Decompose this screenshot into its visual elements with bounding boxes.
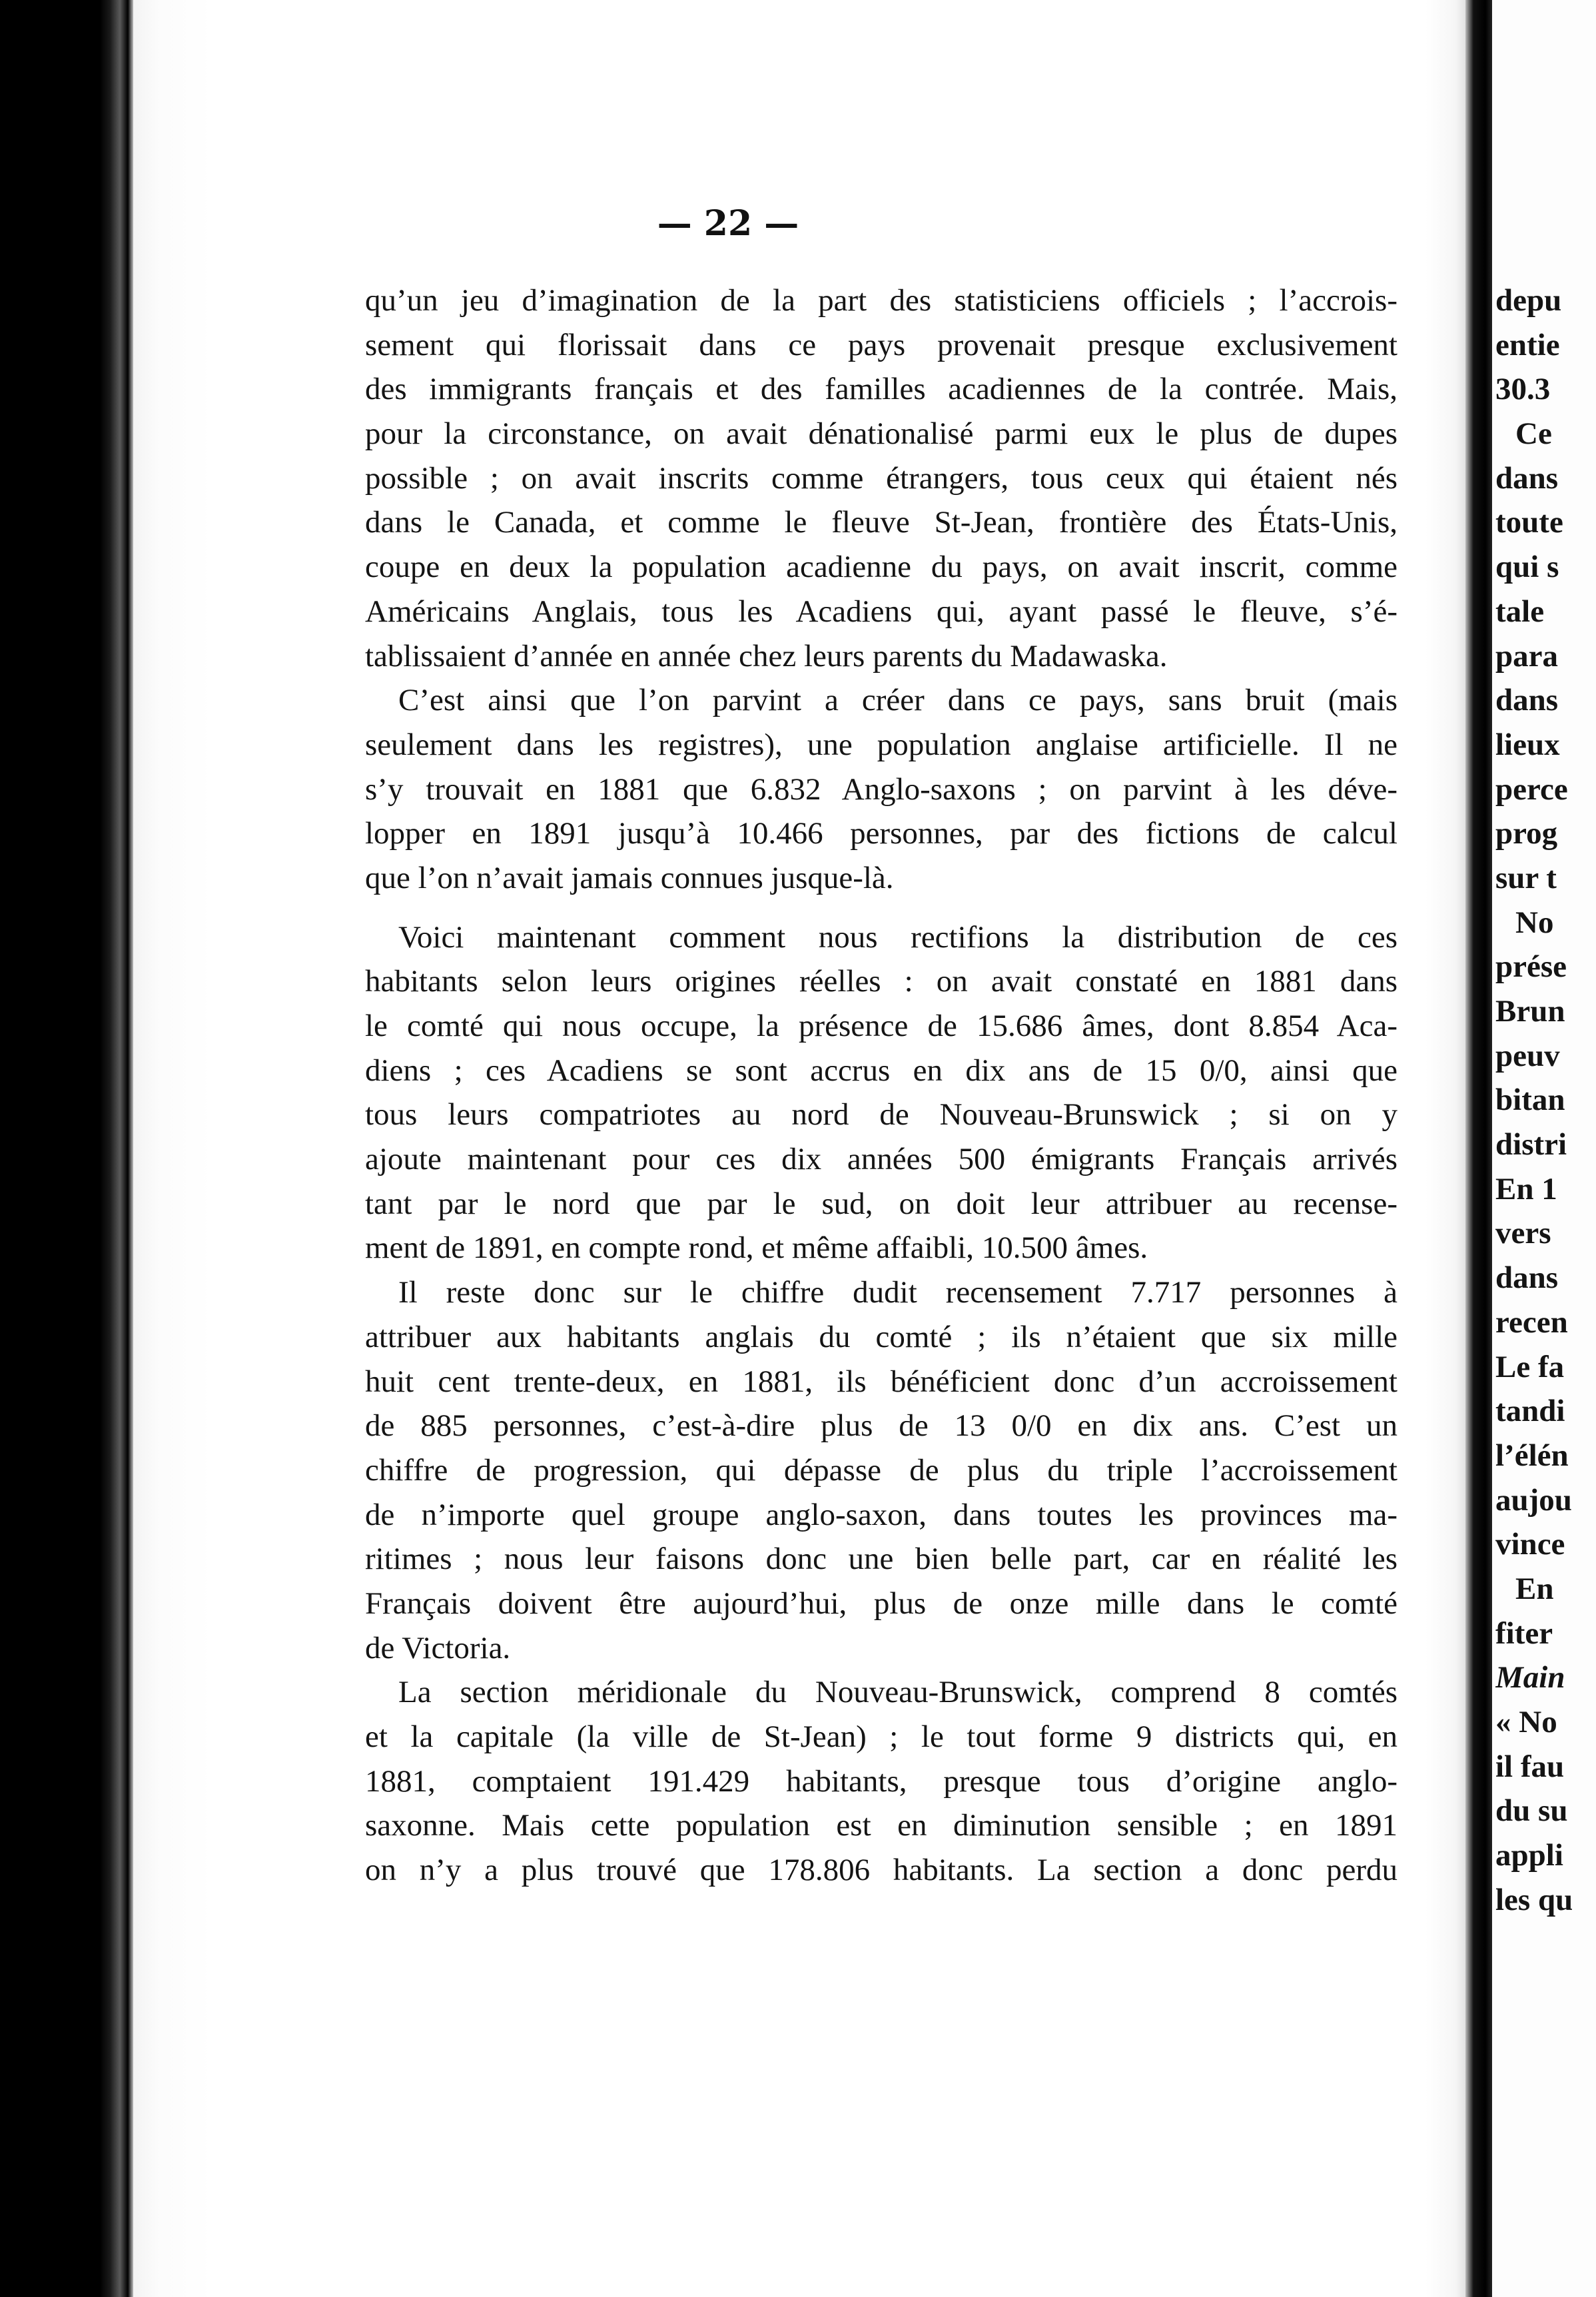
text-fragment: depu: [1495, 283, 1562, 318]
text-line: de n’importe quel groupe anglo-saxon, dans toutes les provinces ma-: [365, 1497, 1397, 1532]
text-fragment: Ce: [1515, 416, 1552, 452]
text-line: huit cent trente-deux, en 1881, ils bénéficient donc d’un accroissement: [365, 1364, 1397, 1399]
text-fragment: prog: [1495, 816, 1558, 851]
text-line: qu’un jeu d’imagination de la part des statisticiens officiels ; l’accrois-: [365, 283, 1397, 318]
text-fragment: vince: [1495, 1527, 1565, 1562]
text-line: tant par le nord que par le sud, on doit leur attribuer au recense-: [365, 1186, 1397, 1221]
text-line: tablissaient d’année en année chez leurs parents du Madawaska.: [365, 638, 1168, 674]
text-line: saxonne. Mais cette population est en diminution sensible ; en 1891: [365, 1808, 1397, 1843]
text-fragment: distri: [1495, 1127, 1567, 1162]
text-fragment: dans: [1495, 683, 1559, 718]
text-line: le comté qui nous occupe, la présence de 15.686 âmes, dont 8.854 Aca-: [365, 1009, 1397, 1043]
page-gutter: [1465, 0, 1492, 2297]
text-fragment: sur t: [1495, 860, 1557, 895]
text-fragment: tandi: [1495, 1394, 1565, 1429]
text-fragment: vers: [1495, 1216, 1551, 1251]
text-line: des immigrants français et des familles acadiennes de la contrée. Mais,: [365, 372, 1397, 407]
text-line: tous leurs compatriotes au nord de Nouveau-Brunswick ; si on y: [365, 1097, 1397, 1133]
text-line: lopper en 1891 jusqu’à 10.466 personnes, par des fictions de calcul: [365, 816, 1397, 851]
text-fragment: bitan: [1495, 1083, 1565, 1118]
paragraph-gap: [365, 901, 1397, 915]
text-line: Il reste donc sur le chiffre dudit recensement 7.717 personnes à: [398, 1275, 1397, 1310]
text-line: on n’y a plus trouvé que 178.806 habitants. La section a donc perdu: [365, 1853, 1397, 1888]
text-fragment: Main: [1495, 1660, 1565, 1695]
text-fragment: qui s: [1495, 550, 1559, 585]
text-line: Américains Anglais, tous les Acadiens qui, ayant passé le fleuve, s’é-: [365, 594, 1397, 629]
text-line: que l’on n’avait jamais connues jusque-là.: [365, 860, 894, 895]
text-fragment: les qu: [1495, 1882, 1573, 1917]
text-fragment: dans: [1495, 460, 1559, 496]
page-number: — 22 —: [657, 203, 799, 244]
text-fragment: En 1: [1495, 1171, 1557, 1206]
text-fragment: tale: [1495, 594, 1545, 629]
text-line: dans le Canada, et comme le fleuve St-Jean, frontière des États-Unis,: [365, 505, 1397, 540]
text-line: ment de 1891, en compte rond, et même affaibli, 10.500 âmes.: [365, 1230, 1148, 1266]
text-fragment: Brun: [1495, 994, 1565, 1029]
left-page-text: [365, 278, 1397, 1893]
text-line: possible ; on avait inscrits comme étrangers, tous ceux qui étaient nés: [365, 460, 1397, 496]
text-line: La section méridionale du Nouveau-Brunswick, comprend 8 comtés: [398, 1675, 1397, 1710]
text-line: et la capitale (la ville de St-Jean) ; le tout forme 9 districts qui, en: [365, 1719, 1397, 1754]
text-line: sement qui florissait dans ce pays provenait presque exclusivement: [365, 327, 1397, 362]
text-line: de Victoria.: [365, 1630, 511, 1665]
text-fragment: dans: [1495, 1260, 1559, 1296]
text-fragment: No: [1515, 905, 1554, 940]
text-fragment: appli: [1495, 1838, 1563, 1873]
text-fragment: En: [1515, 1571, 1554, 1606]
text-line: 1881, comptaient 191.429 habitants, presque tous d’origine anglo-: [365, 1763, 1397, 1799]
text-fragment: du su: [1495, 1793, 1568, 1829]
text-line: ajoute maintenant pour ces dix années 500 émigrants Français arrivés: [365, 1142, 1397, 1177]
text-fragment: « No: [1495, 1705, 1557, 1739]
text-fragment: Le fa: [1495, 1349, 1565, 1384]
text-fragment: 30.3: [1495, 372, 1551, 407]
text-line: seulement dans les registres), une population anglaise artificielle. Il ne: [365, 727, 1397, 762]
text-line: Français doivent être aujourd’hui, plus de onze mille dans le comté: [365, 1586, 1397, 1621]
text-fragment: il fau: [1495, 1749, 1565, 1784]
text-fragment: para: [1495, 638, 1558, 674]
text-line: diens ; ces Acadiens se sont accrus en dix ans de 15 0/0, ainsi que: [365, 1053, 1397, 1088]
text-fragment: aujou: [1495, 1482, 1572, 1518]
text-fragment: peuv: [1495, 1038, 1560, 1073]
text-line: coupe en deux la population acadienne du pays, on avait inscrit, comme: [365, 550, 1397, 585]
text-line: s’y trouvait en 1881 que 6.832 Anglo-saxons ; on parvint à les déve-: [365, 771, 1397, 807]
text-line: pour la circonstance, on avait dénationalisé parmi eux le plus de dupes: [365, 416, 1397, 452]
text-fragment: recen: [1495, 1304, 1568, 1340]
text-line: C’est ainsi que l’on parvint a créer dans ce pays, sans bruit (mais: [398, 683, 1397, 718]
book-binding-edge: [0, 0, 137, 2297]
text-fragment: l’élén: [1495, 1438, 1569, 1473]
text-fragment: fiter: [1495, 1615, 1553, 1651]
right-page-text-fragments: [1495, 278, 1596, 1922]
text-line: attribuer aux habitants anglais du comté ; ils n’étaient que six mille: [365, 1319, 1397, 1354]
text-fragment: toute: [1495, 505, 1563, 540]
text-fragment: prése: [1495, 949, 1567, 985]
text-line: chiffre de progression, qui dépasse de plus du triple l’accroissement: [365, 1452, 1397, 1488]
text-line: ritimes ; nous leur faisons donc une bien belle part, car en réalité les: [365, 1542, 1397, 1577]
text-line: Voici maintenant comment nous rectifions la distribution de ces: [398, 919, 1397, 955]
text-line: habitants selon leurs origines réelles : on avait constaté en 1881 dans: [365, 964, 1397, 999]
text-fragment: lieux: [1495, 727, 1560, 762]
text-fragment: entie: [1495, 327, 1560, 362]
text-line: de 885 personnes, c’est-à-dire plus de 13 0/0 en dix ans. C’est un: [365, 1408, 1397, 1444]
text-fragment: perce: [1495, 771, 1568, 807]
